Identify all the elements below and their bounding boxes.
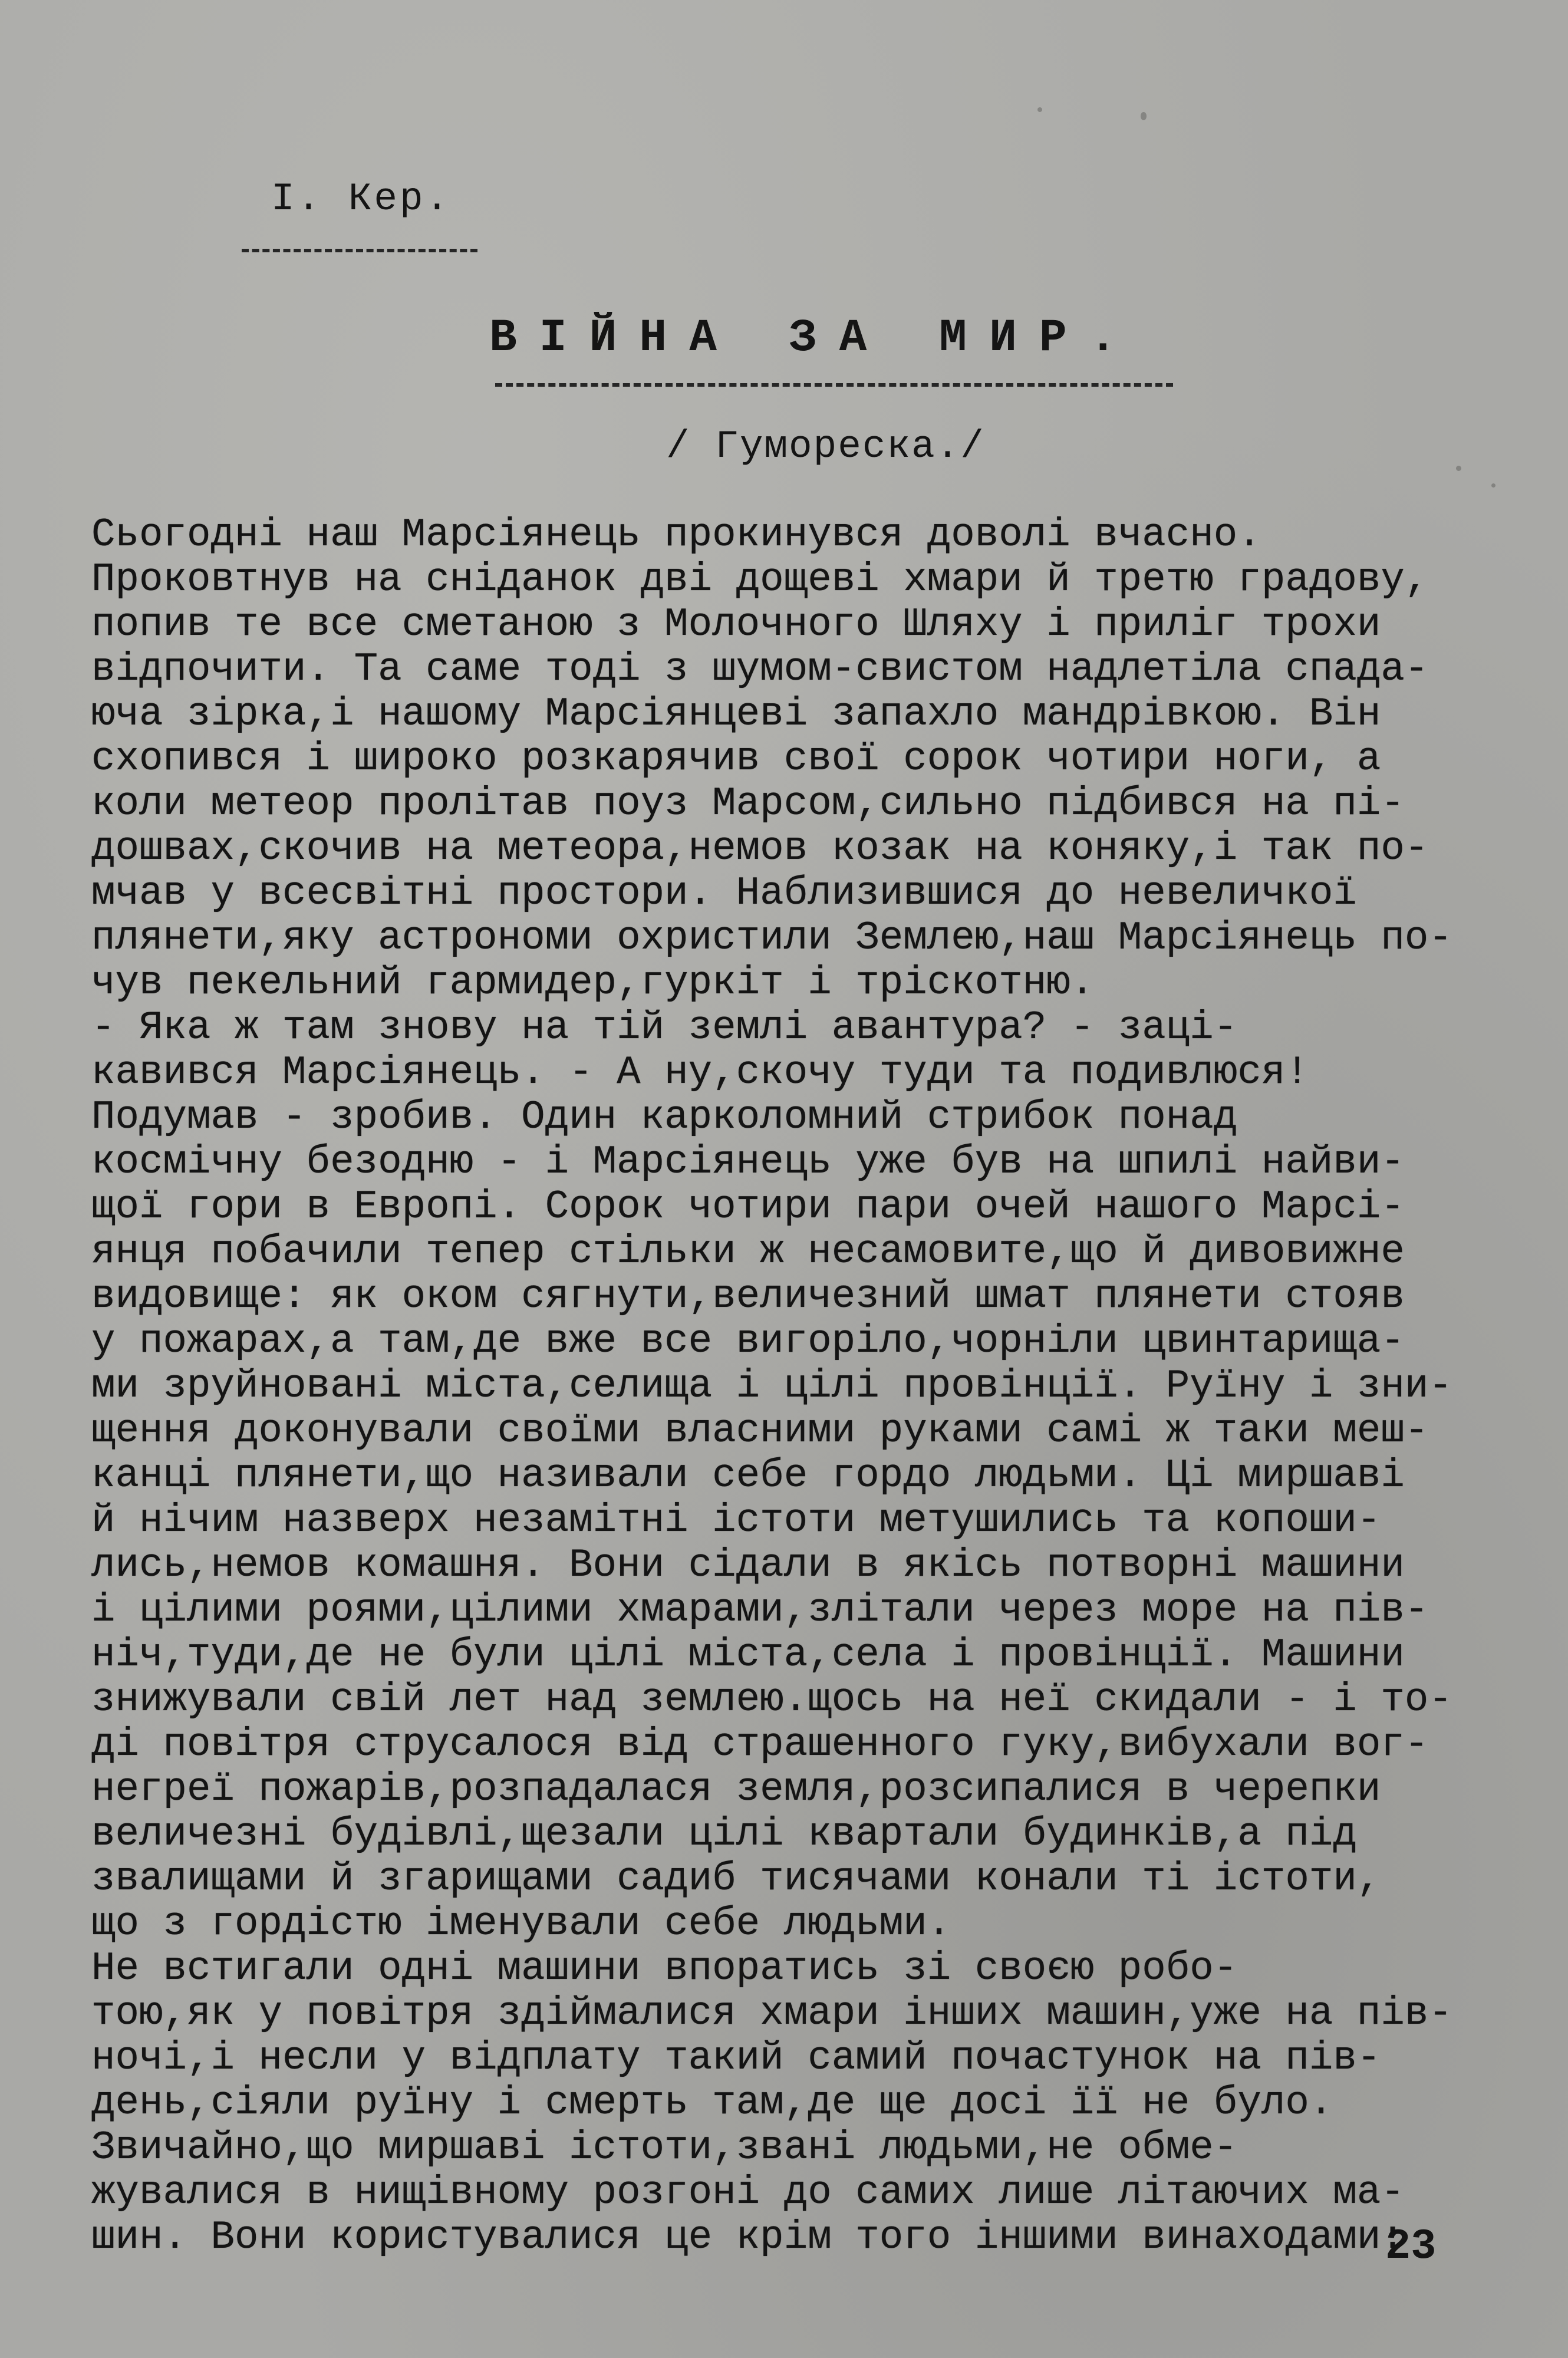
text-line: знижували свій лет над землею.щось на неї скидали - і то- <box>91 1678 1452 1723</box>
text-line: юча зірка,і нашому Марсіянцеві запахло мандрівкою. Він <box>91 692 1381 737</box>
ink-speck <box>1141 112 1147 120</box>
text-line: лись,немов комашня. Вони сідали в якісь потворні машини <box>91 1543 1405 1588</box>
text-line: Проковтнув на сніданок дві дощеві хмари й третю градову, <box>91 558 1429 602</box>
text-line: плянети,яку астрономи охристили Землею,наш Марсіянець по- <box>91 916 1452 961</box>
text-line: звалищами й згарищами садиб тисячами конали ті істоти, <box>91 1857 1381 1902</box>
text-line: величезні будівлі,щезали цілі квартали будинків,а під <box>91 1812 1357 1857</box>
text-line: день,сіяли руїну і смерть там,де ще досі її не було. <box>91 2081 1333 2126</box>
text-line: відпочити. Та саме тоді з шумом-свистом надлетіла спада- <box>91 647 1429 692</box>
text-line: Не встигали одні машини впоратись зі своєю робо- <box>91 1947 1238 1991</box>
text-line: і цілими роями,цілими хмарами,злітали через море на пів- <box>91 1588 1429 1633</box>
text-line: що з гордістю іменували себе людьми. <box>91 1902 951 1947</box>
text-line: Сьогодні наш Марсіянець прокинувся доволі вчасно. <box>91 513 1261 558</box>
text-line: шин. Вони користувалися це крім того іншими винаходами: <box>91 2215 1405 2260</box>
text-line: янця побачили тепер стільки ж несамовите,що й дивовижне <box>91 1230 1405 1274</box>
text-line: попив те все сметаною з Молочного Шляху і приліг трохи <box>91 602 1381 647</box>
page-title: ВІЙНА ЗА МИР. <box>489 312 1139 364</box>
text-line: космічну безодню - і Марсіянець уже був на шпилі найви- <box>91 1140 1405 1185</box>
text-line: канці плянети,що називали себе гордо людьми. Ці миршаві <box>91 1454 1405 1499</box>
text-line: Подумав - зробив. Один карколомний стрибок понад <box>91 1095 1238 1140</box>
subtitle: / Гумореска./ <box>666 424 985 469</box>
text-line: дошвах,скочив на метеора,немов козак на коняку,і так по- <box>91 826 1429 871</box>
text-line: коли метеор пролітав поуз Марсом,сильно підбився на пі- <box>91 782 1405 826</box>
text-line: негреї пожарів,розпадалася земля,розсипалися в черепки <box>91 1767 1381 1812</box>
text-line: ніч,туди,де не були цілі міста,села і провінції. Машини <box>91 1633 1405 1678</box>
text-line: тою,як у повітря здіймалися хмари інших машин,уже на пів- <box>91 1991 1452 2036</box>
text-line: Звичайно,що миршаві істоти,звані людьми,не обме- <box>91 2126 1238 2171</box>
ink-speck <box>1491 483 1495 488</box>
text-line: ді повітря струсалося від страшенного гуку,вибухали вог- <box>91 1723 1429 1767</box>
text-line: кавився Марсіянець. - А ну,скочу туди та подивлюся! <box>91 1050 1309 1095</box>
ink-speck <box>1456 466 1461 471</box>
page-number: 23 <box>1385 2222 1437 2271</box>
text-line: щої гори в Европі. Сорок чотири пари очей нашого Марсі- <box>91 1185 1405 1230</box>
author-underline <box>242 249 477 252</box>
ink-speck <box>1037 107 1042 112</box>
author-name: І. Кер. <box>271 177 452 221</box>
text-line: - Яка ж там знову на тій землі авантура? - заці- <box>91 1006 1238 1050</box>
text-line: мчав у всесвітні простори. Наблизившися до невеличкої <box>91 871 1357 916</box>
text-line: жувалися в нищівному розгоні до самих лише літаючих ма- <box>91 2171 1405 2215</box>
body-text <box>91 513 1488 2260</box>
text-line: ми зруйновані міста,селища і цілі провінції. Руїну і зни- <box>91 1364 1452 1409</box>
text-line: у пожарах,а там,де вже все вигоріло,чорніли цвинтарища- <box>91 1319 1405 1364</box>
text-line: чув пекельний гармидер,гуркіт і тріскотню. <box>91 961 1095 1006</box>
text-line: схопився і широко розкарячив свої сорок чотири ноги, а <box>91 737 1381 782</box>
title-underline <box>495 383 1173 387</box>
text-line: видовище: як оком сягнути,величезний шмат плянети стояв <box>91 1274 1405 1319</box>
text-line: й нічим назверх незамітні істоти метушились та копоши- <box>91 1499 1381 1543</box>
text-line: щення доконували своїми власними руками самі ж таки меш- <box>91 1409 1429 1454</box>
text-line: ночі,і несли у відплату такий самий почастунок на пів- <box>91 2036 1381 2081</box>
